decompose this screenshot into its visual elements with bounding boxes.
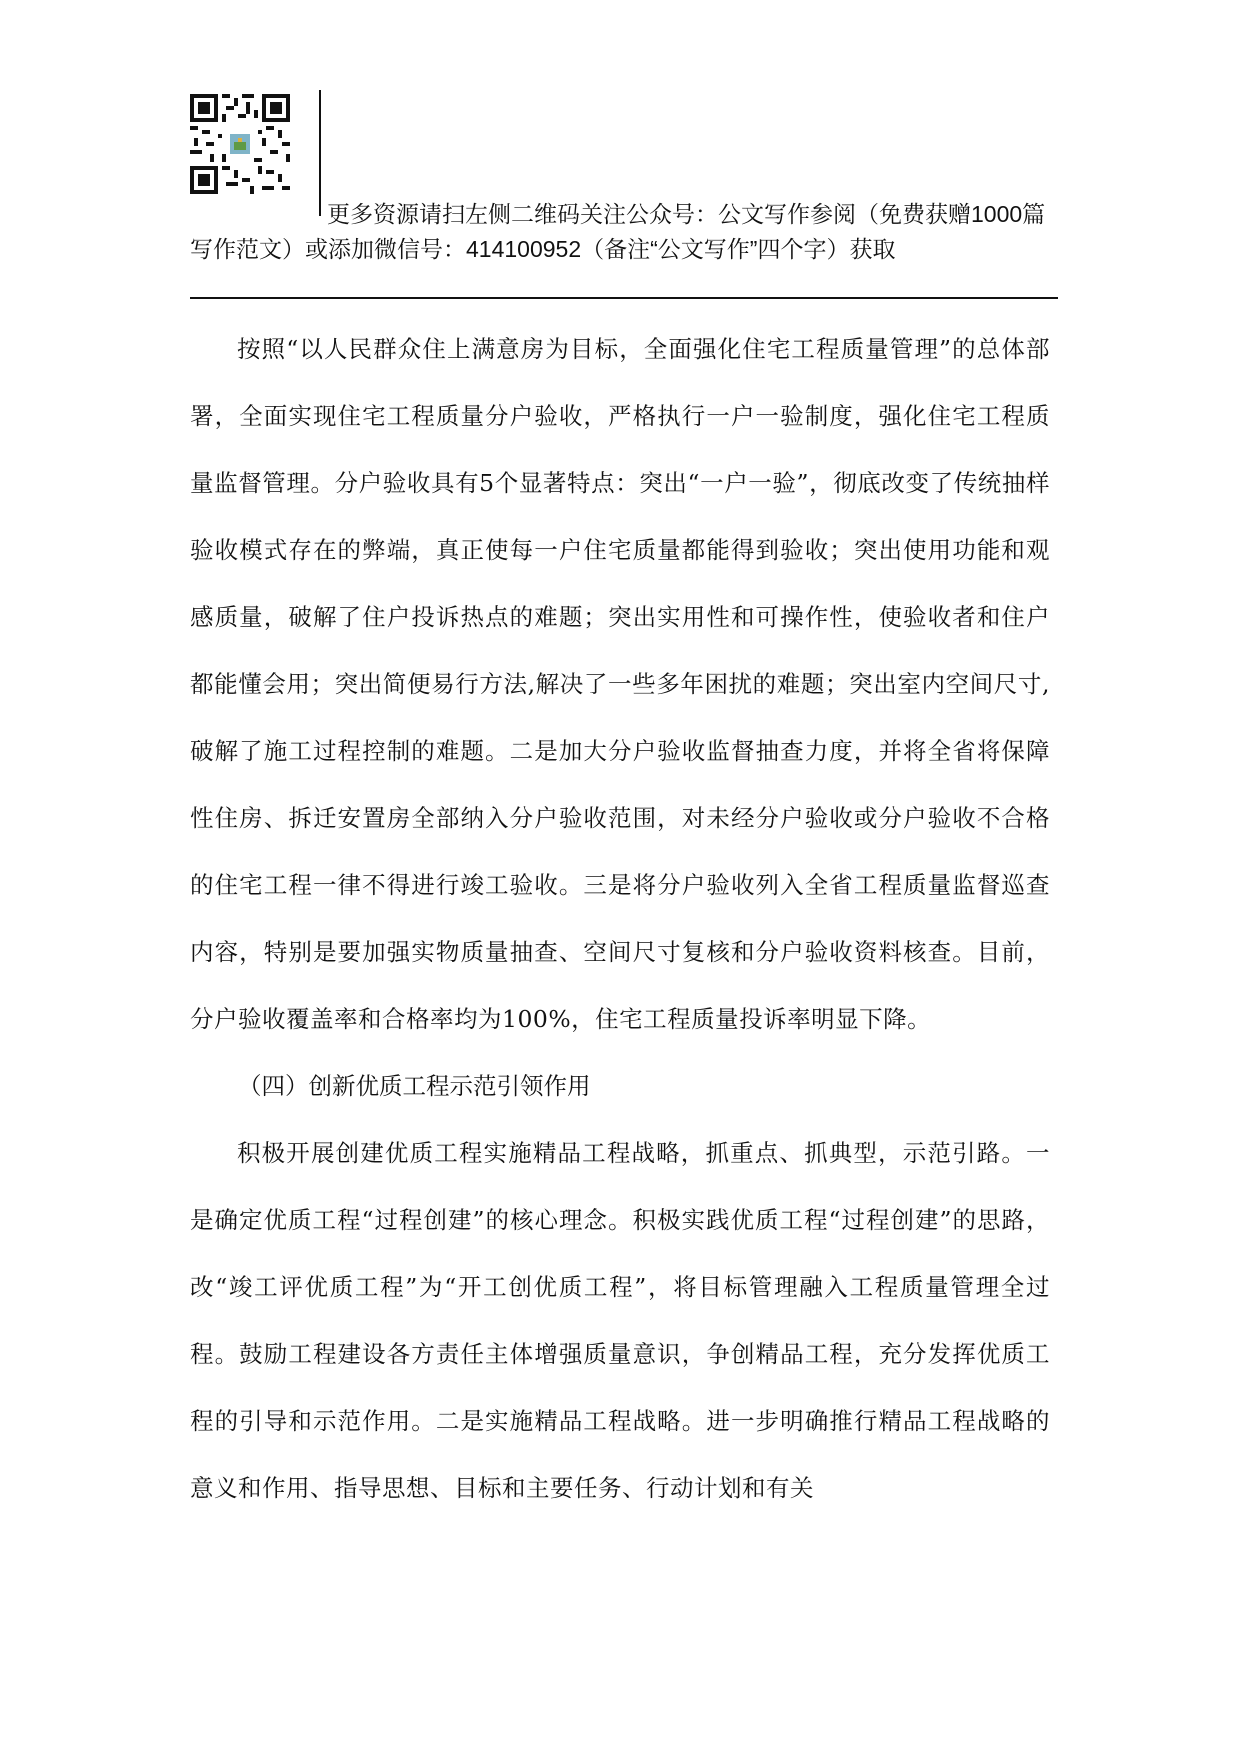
document-body — [190, 316, 1050, 1522]
qr-code-icon — [190, 94, 316, 214]
page-header — [190, 90, 1058, 299]
section-heading: （四）创新优质工程示范引领作用 — [238, 1073, 591, 1099]
header-notice-text: 更多资源请扫左侧二维码关注公众号：公文写作参阅（免费获赠1000篇写作范文）或添加微信号：414100952（备注“公文写作”四个字）获取 — [190, 201, 1046, 262]
qr-code-graphic — [190, 94, 290, 194]
paragraph-2: 积极开展创建优质工程实施精品工程战略，抓重点、抓典型，示范引路。一是确定优质工程“过程创建”的核心理念。积极实践优质工程“过程创建”的思路，改“竣工评优质工程”为“开工创优质工程”，将目标管理融入工程质量管理全过程。鼓励工程建设各方责任主体增强质量意识，争创精品工程，充分发挥优质工程的引导和示范作用。二是实施精品工程战略。进一步明确推行精品工程战略的意义和作用、指导思想、目标和主要任务、行动计划和有关 — [190, 1139, 1050, 1502]
paragraph-1: 按照“以人民群众住上满意房为目标，全面强化住宅工程质量管理”的总体部署，全面实现住宅工程质量分户验收，严格执行一户一验制度，强化住宅工程质量监督管理。分户验收具有5个显著特点：突出“一户一验”，彻底改变了传统抽样验收模式存在的弊端，真正使每一户住宅质量都能得到验收；突出使用功能和观感质量，破解了住户投诉热点的难题；突出实用性和可操作性，使验收者和住户都能懂会用；突出简便易行方法,解决了一些多年困扰的难题；突出室内空间尺寸,破解了施工过程控制的难题。二是加大分户验收监督抽查力度，并将全省将保障性住房、拆迁安置房全部纳入分户验收范围，对未经分户验收或分户验收不合格的住宅工程一律不得进行竣工验收。三是将分户验收列入全省工程质量监督巡查内容，特别是要加强实物质量抽查、空间尺寸复核和分户验收资料核查。目前，分户验收覆盖率和合格率均为100%，住宅工程质量投诉率明显下降。 — [190, 335, 1050, 1033]
header-notice — [190, 197, 1058, 267]
